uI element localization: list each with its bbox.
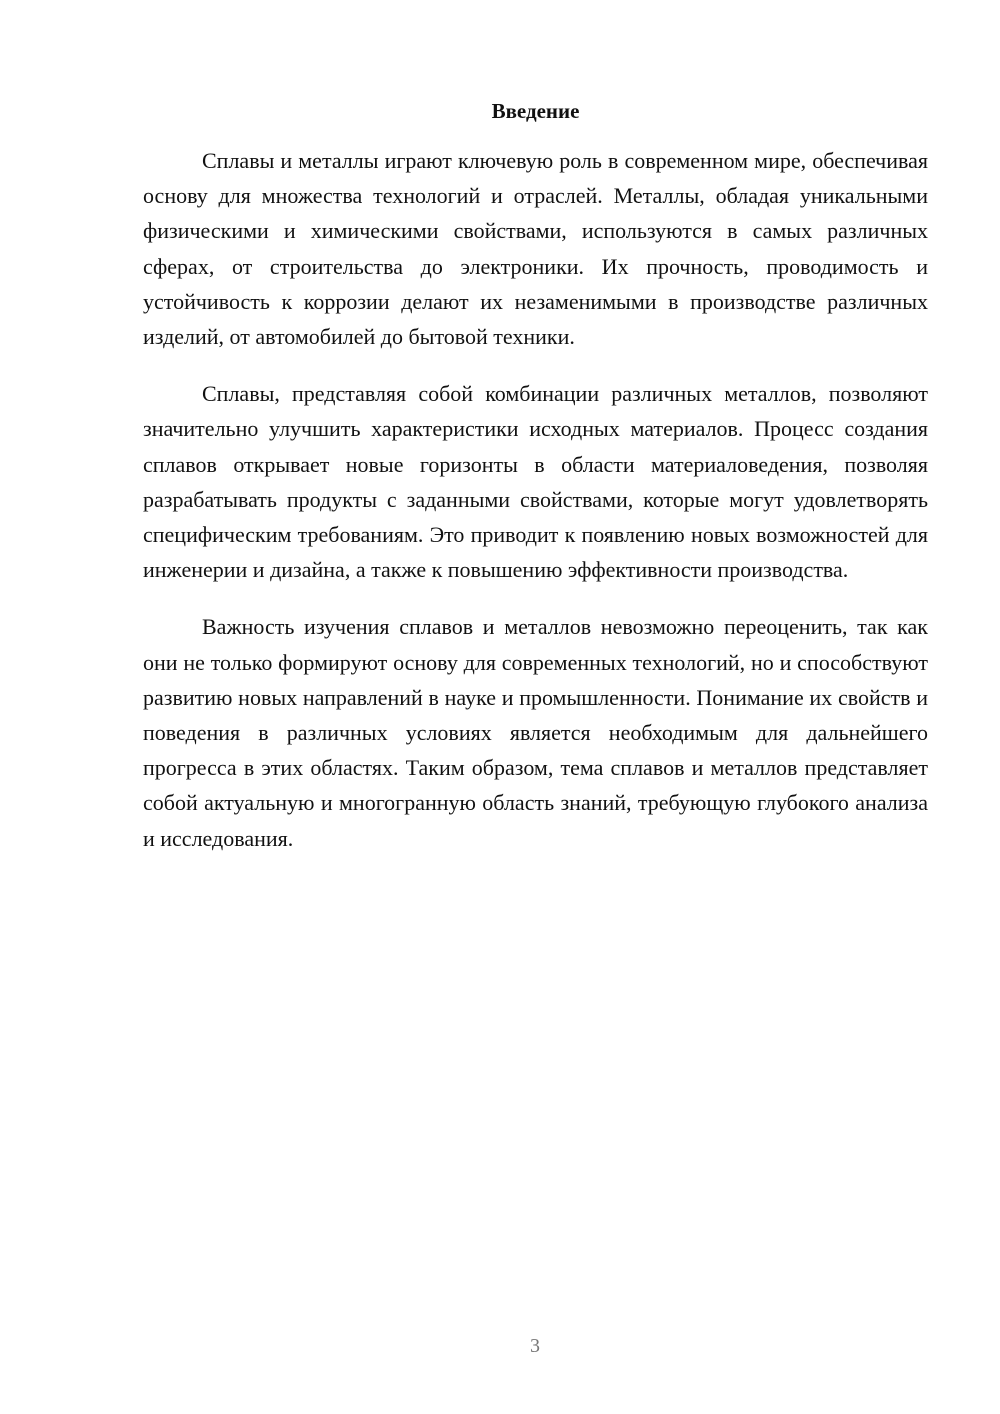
paragraph-1: Сплавы и металлы играют ключевую роль в современном мире, обеспечивая основу для множества технологий и отраслей. Металлы, обладая уникальными физическими и химическими свойствами, используются в самых различных сферах, от строительства до электроники. Их прочность, проводимость и устойчивость к коррозии делают их незаменимыми в производстве различных изделий, от автомобилей до бытовой техники. (143, 148, 928, 350)
paragraph-2: Сплавы, представляя собой комбинации различных металлов, позволяют значительно улучшить характеристики исходных материалов. Процесс создания сплавов открывает новые горизонты в области материаловедения, позволяя разрабатывать продукты с заданными свойствами, которые могут удовлетворять специфическим требованиям. Это приводит к появлению новых возможностей для инженерии и дизайна, а также к повышению эффективности производства. (143, 381, 928, 583)
page-title: Введение (491, 99, 580, 123)
page-number: 3 (530, 1335, 540, 1357)
paragraph-3: Важность изучения сплавов и металлов невозможно переоценить, так как они не только формируют основу для современных технологий, но и способствуют развитию новых направлений в науке и промышленности. Понимание их свойств и поведения в различных условиях является необходимым для дальнейшего прогресса в этих областях. Таким образом, тема сплавов и металлов представляет собой актуальную и многогранную область знаний, требующую глубокого анализа и исследования. (143, 614, 928, 851)
document-body (143, 143, 928, 878)
